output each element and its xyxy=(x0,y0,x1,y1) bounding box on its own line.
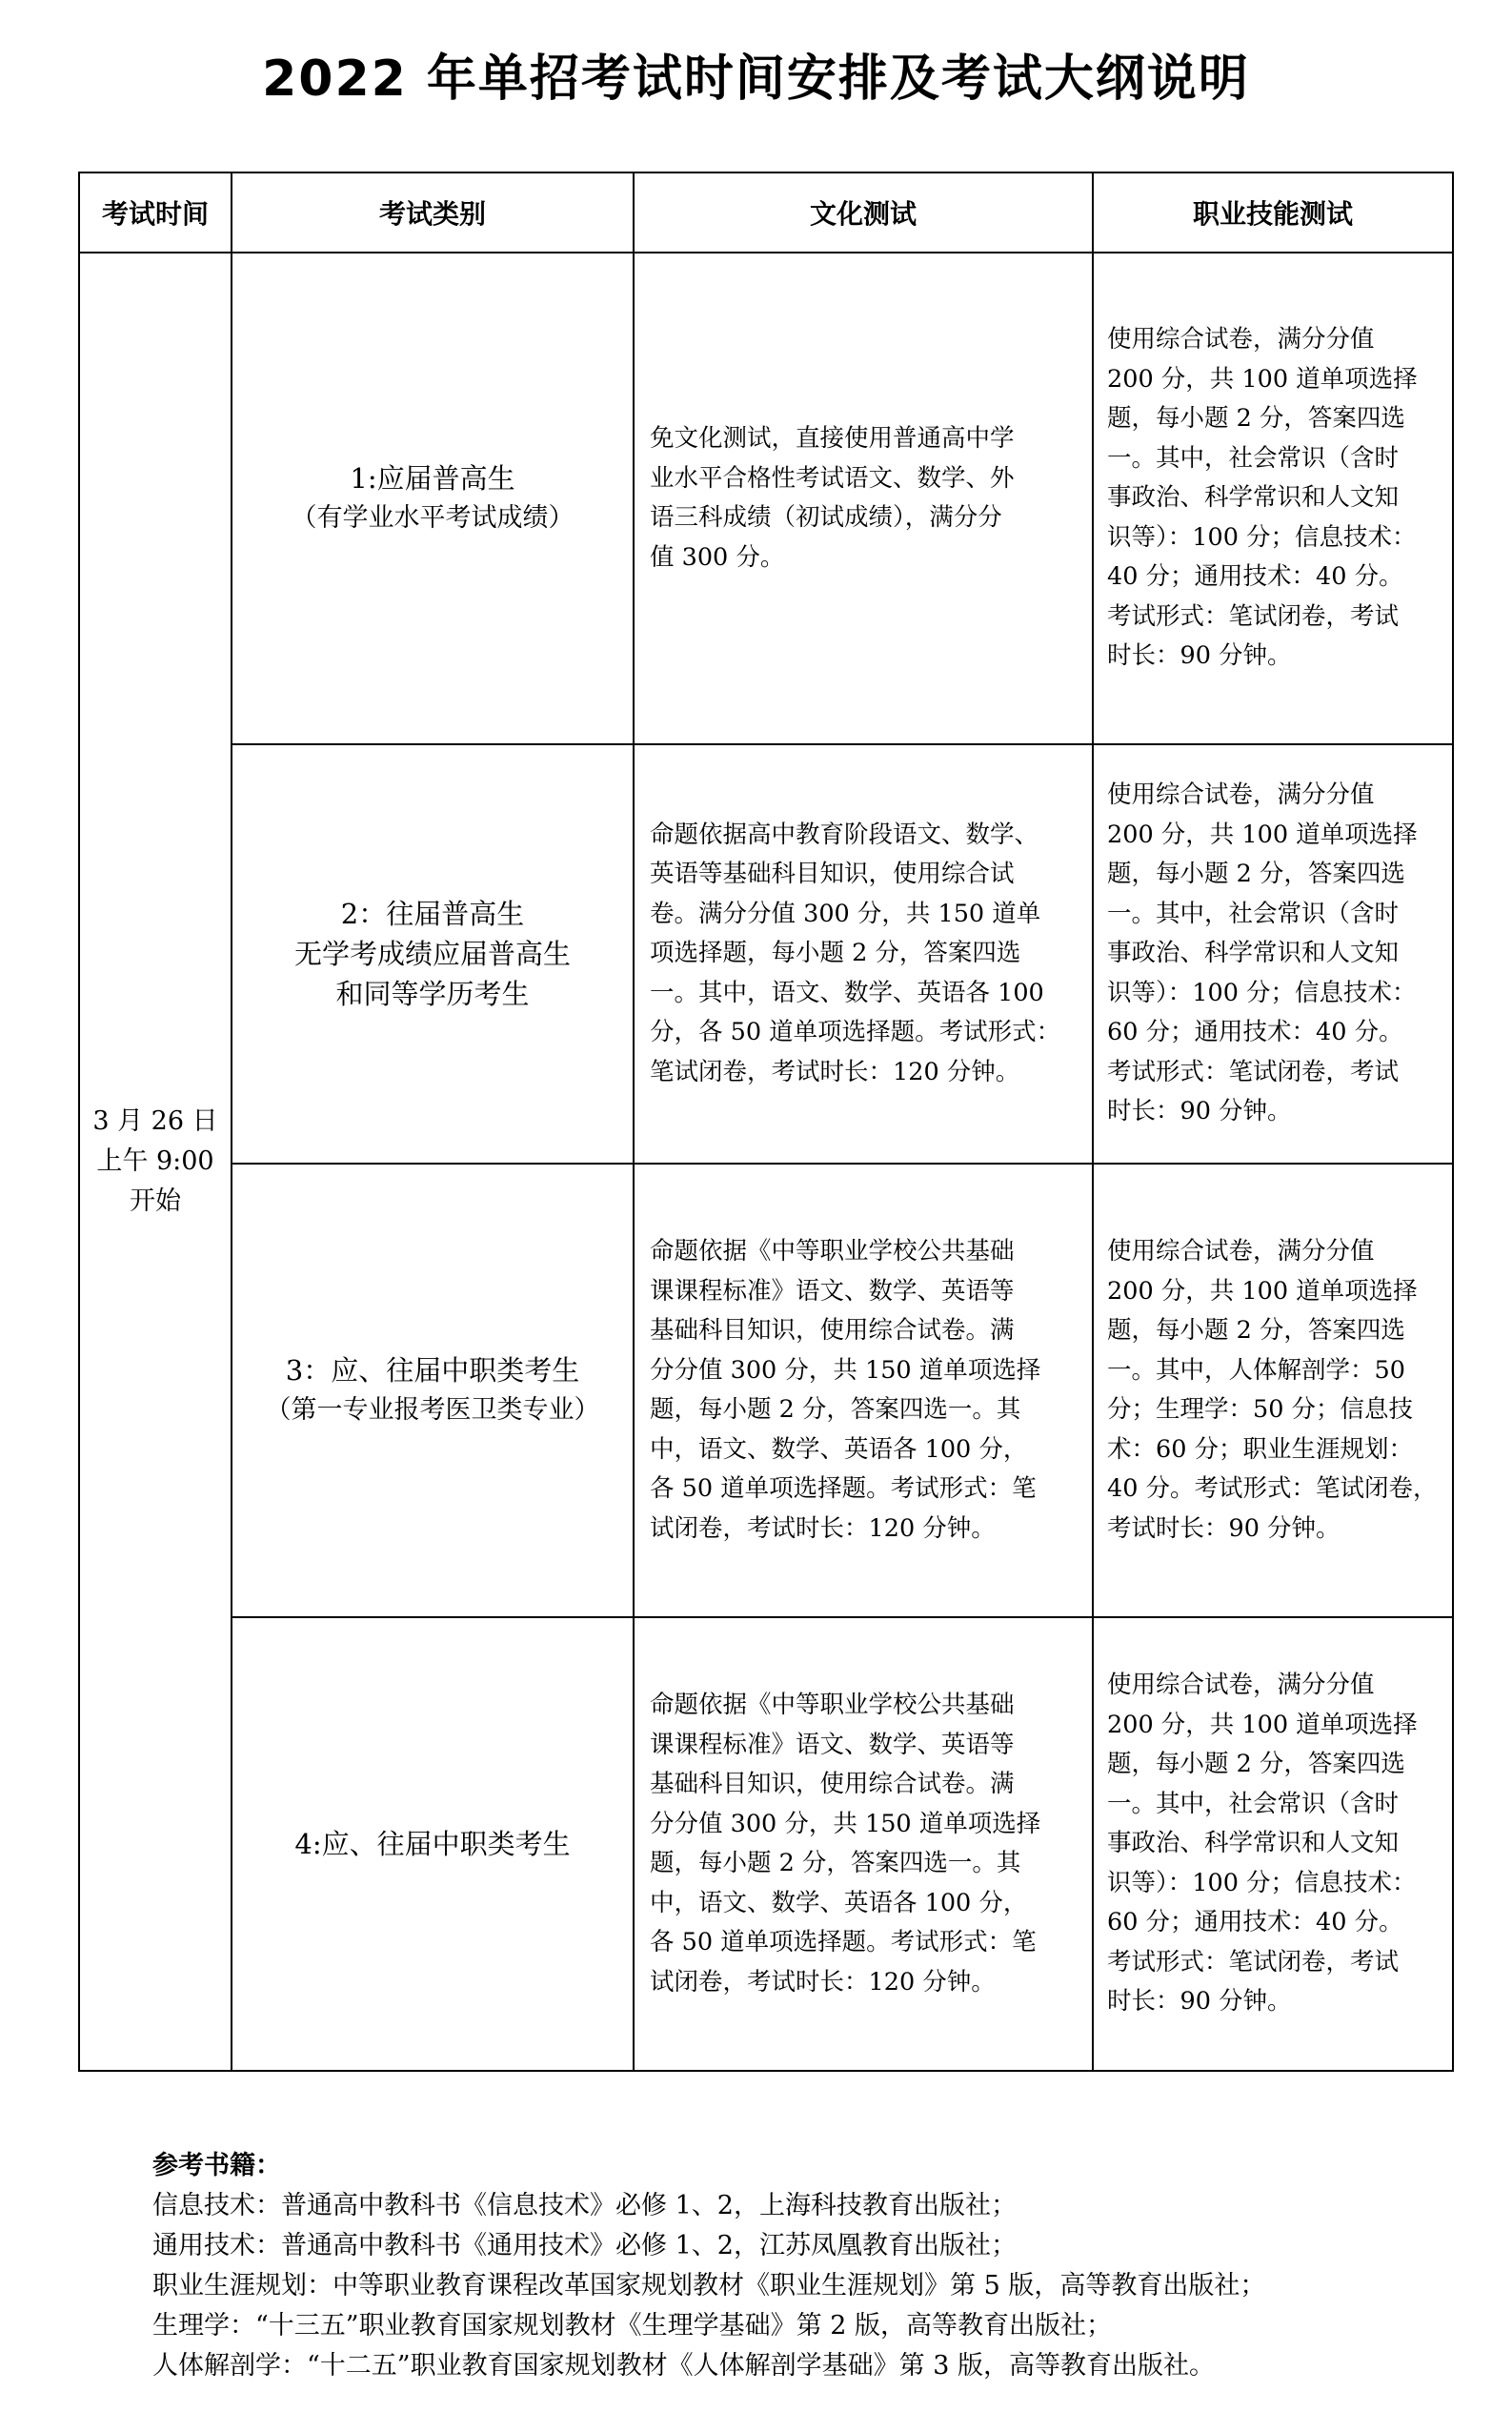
reference-item: 信息技术：普通高中教科书《信息技术》必修 1、2，上海科技教育出版社； xyxy=(152,2191,1017,2220)
culture-test-cell: 命题依据《中等职业学校公共基础 课课程标准》语文、数学、英语等 基础科目知识，使用综合试卷。满 分分值 300 分，共 150 道单项选择 题，每小题 2 分，答案四选一。其 中，语文、数学、英语各 100 分， 各 50 道单项选择题。考试形式：笔 试闭卷，考试时长：120 分钟。 xyxy=(634,1617,1093,2071)
header-exam-time: 考试时间 xyxy=(79,172,232,253)
header-culture-test: 文化测试 xyxy=(634,172,1093,253)
skill-test-cell: 使用综合试卷，满分分值 200 分，共 100 道单项选择 题，每小题 2 分，答案四选 一。其中，人体解剖学：50 分；生理学：50 分；信息技 术：60 分；职业生涯规划： 40 分。考试形式：笔试闭卷， 考试时长：90 分钟。 xyxy=(1093,1164,1453,1617)
culture-test-cell: 命题依据高中教育阶段语文、数学、 英语等基础科目知识，使用综合试 卷。满分分值 300 分，共 150 道单 项选择题，每小题 2 分，答案四选 一。其中，语文、数学、英语各 100 分，各 50 道单项选择题。考试形式： 笔试闭卷，考试时长：120 分钟。 xyxy=(634,744,1093,1164)
page-title: 2022 年单招考试时间安排及考试大纲说明 xyxy=(262,51,1250,108)
header-skill-test: 职业技能测试 xyxy=(1093,172,1453,253)
category-note: （第一专业报考医卫类专业） xyxy=(265,1395,600,1425)
reference-item: 生理学：“十三五”职业教育国家规划教材《生理学基础》第 2 版，高等教育出版社； xyxy=(152,2311,1112,2341)
reference-item: 职业生涯规划：中等职业教育课程改革国家规划教材《职业生涯规划》第 5 版，高等教育出版社； xyxy=(152,2271,1266,2300)
exam-date: 3 月 26 日 xyxy=(92,1106,218,1136)
exam-time-cell xyxy=(79,253,232,2071)
category-name: 2：往届普高生 xyxy=(340,898,525,930)
skill-test-cell: 使用综合试卷，满分分值 200 分，共 100 道单项选择 题，每小题 2 分，答案四选 一。其中，社会常识（含时 事政治、科学常识和人文知 识等）：100 分；信息技术： 60 分；通用技术：40 分。 考试形式：笔试闭卷，考试 时长：90 分钟。 xyxy=(1093,744,1453,1164)
table-row xyxy=(79,744,1453,1164)
category-cell xyxy=(232,253,634,744)
culture-test-cell: 命题依据《中等职业学校公共基础 课课程标准》语文、数学、英语等 基础科目知识，使用综合试卷。满 分分值 300 分，共 150 道单项选择 题，每小题 2 分，答案四选一。其 中，语文、数学、英语各 100 分， 各 50 道单项选择题。考试形式：笔 试闭卷，考试时长：120 分钟。 xyxy=(634,1164,1093,1617)
category-cell xyxy=(232,1617,634,2071)
category-name: 4:应、往届中职类考生 xyxy=(294,1828,571,1860)
culture-test-cell: 免文化测试，直接使用普通高中学 业水平合格性考试语文、数学、外 语三科成绩（初试成绩），满分分 值 300 分。 xyxy=(634,253,1093,744)
table-row xyxy=(79,1617,1453,2071)
table-header-row xyxy=(79,172,1453,253)
header-exam-category: 考试类别 xyxy=(232,172,634,253)
exam-start-time: 上午 9:00 xyxy=(96,1146,214,1176)
category-name: 3：应、往届中职类考生 xyxy=(285,1354,580,1387)
category-cell xyxy=(232,744,634,1164)
reference-item: 通用技术：普通高中教科书《通用技术》必修 1、2，江苏凤凰教育出版社； xyxy=(152,2231,1017,2260)
category-note: （有学业水平考试成绩） xyxy=(291,503,575,533)
category-note: 无学考成绩应届普高生 和同等学历考生 xyxy=(293,938,571,1010)
reference-item: 人体解剖学：“十二五”职业教育国家规划教材《人体解剖学基础》第 3 版，高等教育出版社。 xyxy=(152,2351,1215,2381)
references-heading: 参考书籍： xyxy=(152,2151,281,2180)
skill-test-cell: 使用综合试卷，满分分值 200 分，共 100 道单项选择 题，每小题 2 分，答案四选 一。其中，社会常识（含时 事政治、科学常识和人文知 识等）：100 分；信息技术： 60 分；通用技术：40 分。 考试形式：笔试闭卷，考试 时长：90 分钟。 xyxy=(1093,1617,1453,2071)
references-section xyxy=(152,2146,1467,2386)
category-cell xyxy=(232,1164,634,1617)
skill-test-cell: 使用综合试卷，满分分值 200 分，共 100 道单项选择 题，每小题 2 分，答案四选 一。其中，社会常识（含时 事政治、科学常识和人文知 识等）：100 分；信息技术： 40 分；通用技术：40 分。 考试形式：笔试闭卷，考试 时长：90 分钟。 xyxy=(1093,253,1453,744)
table-row xyxy=(79,253,1453,744)
exam-start-label: 开始 xyxy=(130,1186,181,1216)
table-row xyxy=(79,1164,1453,1617)
category-name: 1:应届普高生 xyxy=(350,462,515,495)
exam-schedule-table xyxy=(78,172,1454,2072)
